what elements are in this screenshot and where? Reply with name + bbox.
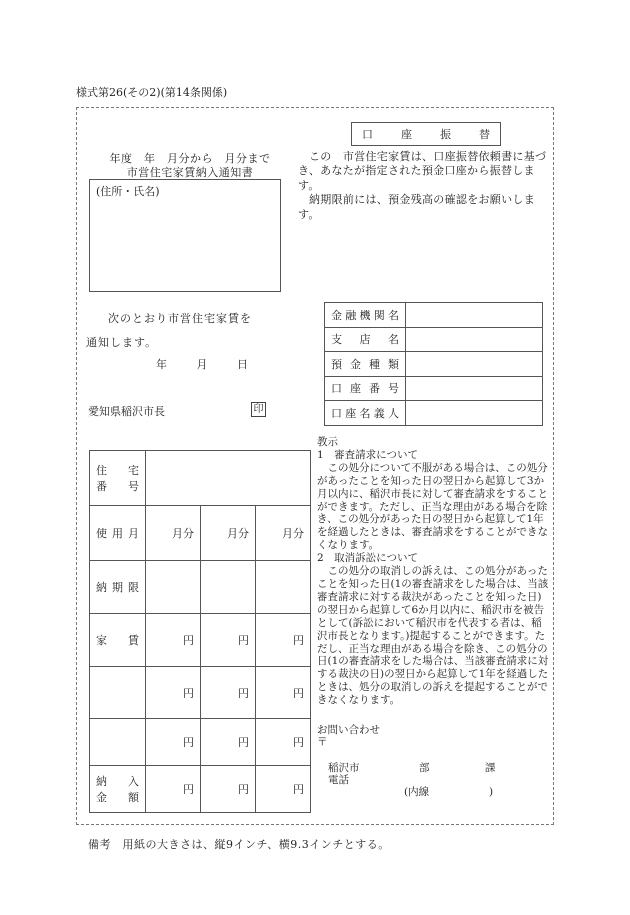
housing-number-field[interactable] (146, 451, 311, 506)
amount-cell[interactable]: 円 (201, 719, 256, 766)
instruction-2-title: 2 取消訴訟について (317, 552, 418, 565)
instruction-1-body: この処分について不服がある場合は、この処分があったことを知った日の翌日から起算して3か月以内に、稲沢市長に対して審査請求をすることができます。ただし、正当な理由がある場合を除き、この処分があった日の翌日から起算して1年を経過したときは、審査請求をすることができなくなります。 (317, 461, 548, 552)
transfer-char: 口 (362, 128, 373, 141)
amount-cell[interactable]: 円 (201, 667, 256, 719)
table-row (325, 401, 543, 426)
account-holder-label: 口 座 名 義 人 (325, 401, 406, 426)
due-date-cell[interactable] (256, 561, 311, 614)
address-name-label: (住所・氏名) (96, 185, 160, 198)
amount-cell[interactable]: 円 (256, 719, 311, 766)
transfer-paragraph-2: 納期限前には、預金残高の確認をお願いします。 (298, 193, 535, 221)
notice-text-line-2: 通知します。 (86, 336, 158, 349)
blank-label (90, 719, 146, 766)
transfer-char: 替 (479, 128, 490, 141)
date-year: 年 (156, 358, 167, 371)
date-day: 日 (237, 358, 248, 371)
due-date-label: 納 期 限 (90, 561, 146, 614)
contact-section: 課 (485, 762, 496, 774)
due-date-cell[interactable] (201, 561, 256, 614)
rent-label: 家 賃 (90, 614, 146, 667)
usage-month-cell[interactable]: 月分 (201, 506, 256, 561)
deposit-type-field[interactable] (406, 352, 543, 377)
remark-note: 備考 用紙の大きさは、縦9インチ、横9.3インチとする。 (88, 838, 390, 851)
contact-department: 部 (419, 762, 430, 774)
rent-cell[interactable]: 円 (256, 614, 311, 667)
table-row (90, 667, 311, 719)
table-row (90, 451, 311, 506)
rent-cell[interactable]: 円 (201, 614, 256, 667)
table-row (325, 376, 543, 401)
table-row (325, 352, 543, 377)
payment-amount-cell[interactable]: 円 (146, 766, 201, 813)
payment-amount-label: 納 入 金 額 (90, 766, 146, 813)
usage-month-cell[interactable]: 月分 (146, 506, 201, 561)
payment-amount-cell[interactable]: 円 (256, 766, 311, 813)
table-row (325, 327, 543, 352)
transfer-char: 振 (440, 128, 451, 141)
branch-name-label: 支 店 名 (325, 327, 406, 352)
billing-period-line: 年度 年 月分から 月分まで (109, 152, 271, 165)
branch-name-field[interactable] (406, 327, 543, 352)
table-row (90, 506, 311, 561)
contact-extension-close: ) (489, 786, 494, 798)
table-row (90, 719, 311, 766)
blank-label (90, 667, 146, 719)
due-date-cell[interactable] (146, 561, 201, 614)
amount-cell[interactable]: 円 (256, 667, 311, 719)
instruction-2-body: この処分の取消しの訴えは、この処分があったことを知った日(1の審査請求をした場合は、当該審査請求に対する裁決があったことを知った日)の翌日から起算して6か月以内に、稲沢市を被告として(訴訟において稲沢市を代表する者は、稲沢市長となります。)提起することができます。ただし、正当な理由がある場合を除き、この処分の日(1の審査請求をした場合は、当該審査請求に対する裁決の日)の翌日から起算して1年を経過したときは、処分の取消しの訴えを提起することができなくなります。 (317, 565, 549, 707)
account-transfer-box (351, 122, 501, 146)
table-row (90, 561, 311, 614)
amount-cell[interactable]: 円 (146, 667, 201, 719)
form-number-label: 様式第26(その2)(第14条関係) (76, 86, 228, 99)
notice-date (156, 356, 274, 372)
transfer-paragraph-1: この 市営住宅家賃は、口座振替依頼書に基づき、あなたが指定された預金口座から振替します。 (298, 150, 547, 192)
bank-name-label: 金 融 機 関 名 (325, 303, 406, 328)
payment-amount-cell[interactable]: 円 (201, 766, 256, 813)
notice-text-line-1: 次のとおり市営住宅家賃を (108, 312, 252, 325)
usage-month-label: 使 用 月 (90, 506, 146, 561)
contact-heading: お問い合わせ (317, 724, 380, 736)
housing-number-label: 住 宅 番 号 (90, 451, 146, 506)
issuer-name: 愛知県稲沢市長 (88, 405, 165, 418)
rent-table (89, 450, 311, 813)
contact-phone-label: 電話 (328, 774, 349, 786)
instruction-1-title: 1 審査請求について (317, 448, 418, 461)
instructions-heading: 教示 (317, 436, 338, 448)
seal-mark: 印 (251, 402, 266, 417)
bank-name-field[interactable] (406, 303, 543, 328)
instructions (317, 436, 551, 707)
postal-mark: 〒 (317, 736, 328, 748)
contact-extension: (内線 (404, 786, 430, 798)
rent-cell[interactable]: 円 (146, 614, 201, 667)
transfer-char: 座 (401, 128, 412, 141)
contact-info (317, 724, 551, 798)
address-name-box[interactable] (89, 179, 281, 292)
table-row (325, 303, 543, 328)
bank-account-table (324, 302, 543, 426)
amount-cell[interactable]: 円 (146, 719, 201, 766)
notice-title: 市営住宅家賃納入通知書 (126, 166, 254, 179)
table-row (90, 766, 311, 813)
account-number-field[interactable] (406, 376, 543, 401)
table-row (90, 614, 311, 667)
account-number-label: 口 座 番 号 (325, 376, 406, 401)
contact-city: 稲沢市 (328, 762, 360, 774)
date-month: 月 (196, 358, 208, 371)
transfer-explanation (298, 150, 552, 222)
deposit-type-label: 預 金 種 類 (325, 352, 406, 377)
account-holder-field[interactable] (406, 401, 543, 426)
usage-month-cell[interactable]: 月分 (256, 506, 311, 561)
